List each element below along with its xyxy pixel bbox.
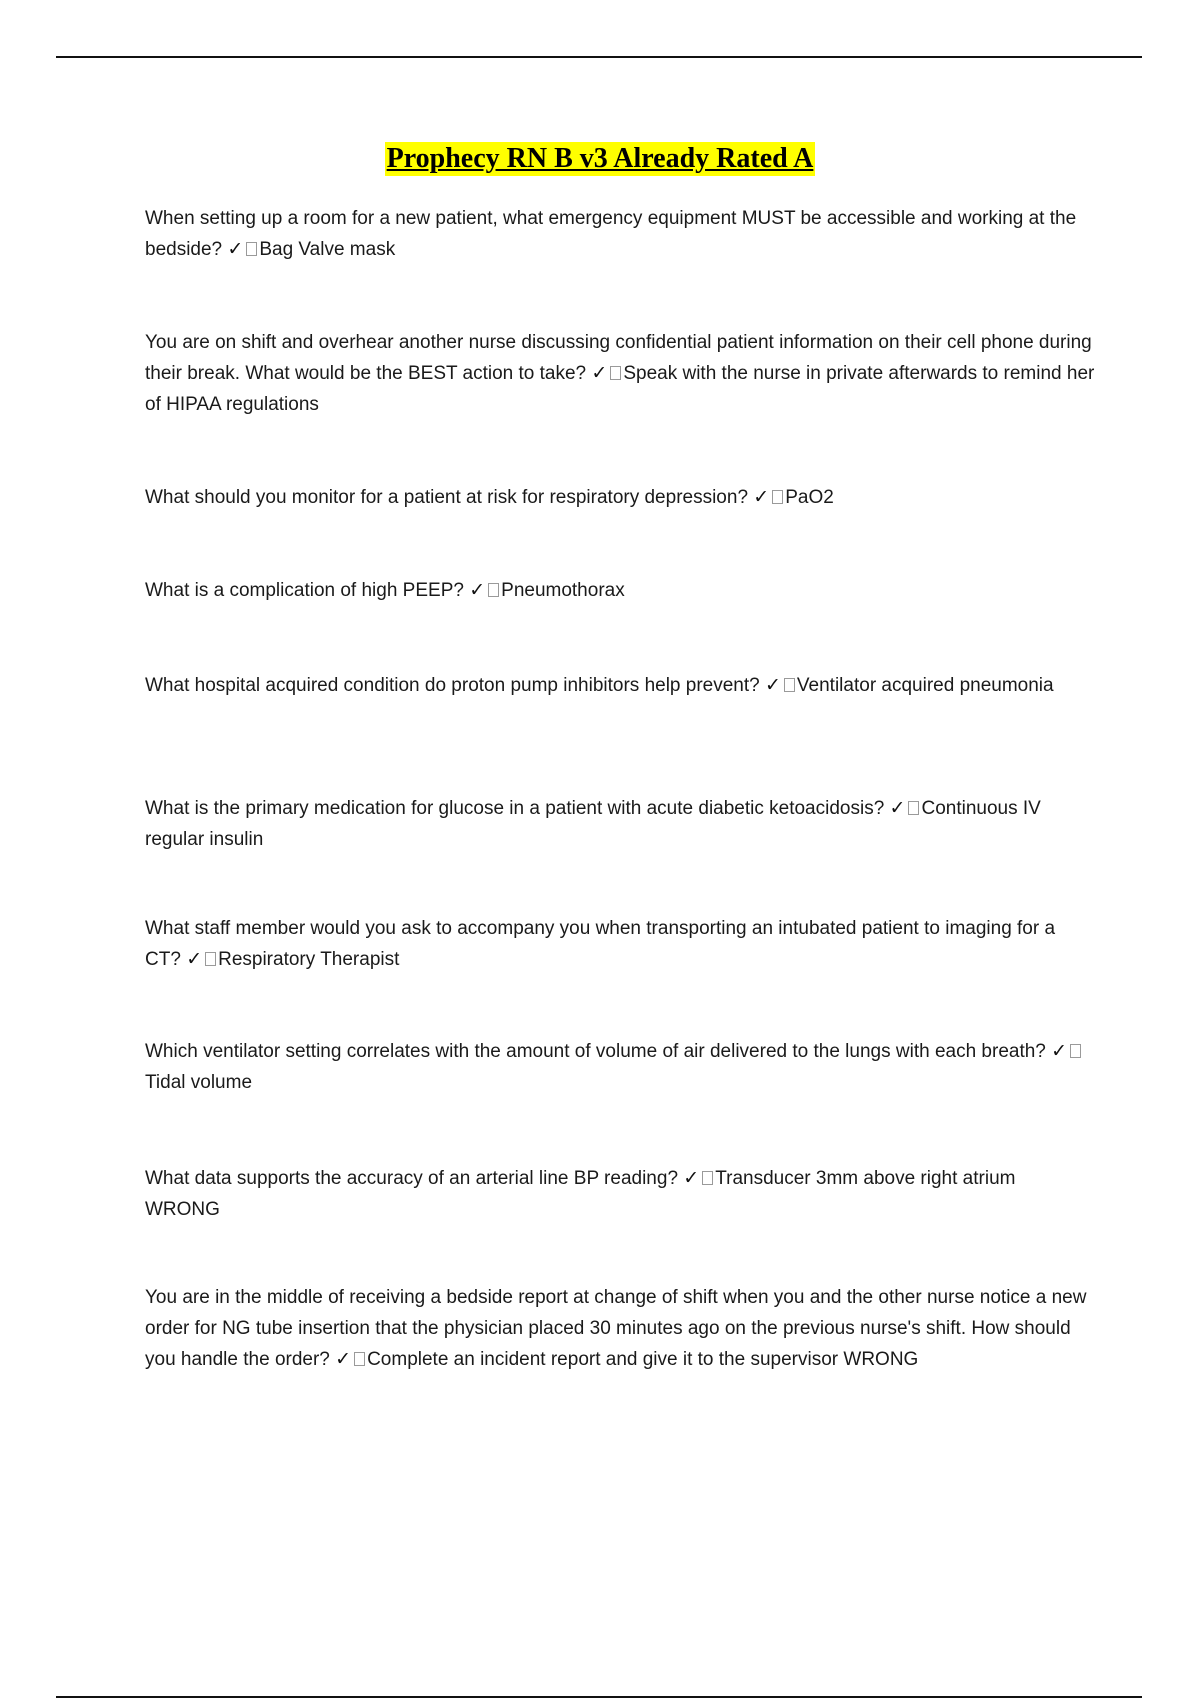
answer-text: PaO2	[785, 487, 834, 508]
checkbox-glyph-icon	[784, 678, 795, 692]
question-text: What data supports the accuracy of an arterial line BP reading?	[145, 1168, 679, 1189]
footer-rule	[56, 1696, 1142, 1698]
answer-text: Transducer 3mm above right atrium WRONG	[145, 1168, 1016, 1220]
check-mark-icon: ✓	[753, 487, 770, 508]
check-mark-icon: ✓	[889, 798, 906, 819]
answer-text: Speak with the nurse in private afterwards to remind her of HIPAA regulations	[145, 363, 1095, 415]
check-mark-icon: ✓	[335, 1349, 352, 1370]
qa-item	[145, 575, 1095, 606]
checkbox-glyph-icon	[1070, 1044, 1081, 1058]
qa-item	[145, 327, 1095, 420]
header-rule	[56, 56, 1142, 58]
checkbox-glyph-icon	[246, 242, 257, 256]
qa-item	[145, 793, 1095, 855]
question-text: When setting up a room for a new patient, what emergency equipment MUST be accessible and working at the bedside?	[145, 208, 1077, 260]
answer-text: Continuous IV regular insulin	[145, 798, 1041, 850]
check-mark-icon: ✓	[186, 949, 203, 970]
answer-text: Ventilator acquired pneumonia	[796, 675, 1054, 696]
question-text: You are on shift and overhear another nurse discussing confidential patient information on their cell phone during their break. What would be the BEST action to take?	[145, 332, 1092, 384]
qa-item	[145, 1282, 1095, 1375]
checkbox-glyph-icon	[488, 583, 499, 597]
qa-item	[145, 913, 1095, 975]
checkbox-glyph-icon	[908, 801, 919, 815]
answer-text: Pneumothorax	[501, 580, 625, 601]
check-mark-icon: ✓	[765, 675, 781, 696]
checkbox-glyph-icon	[772, 490, 783, 504]
checkbox-glyph-icon	[205, 952, 216, 966]
checkbox-glyph-icon	[610, 366, 621, 380]
qa-item	[145, 670, 1095, 701]
question-text: What staff member would you ask to accompany you when transporting an intubated patient to imaging for a CT?	[145, 918, 1056, 970]
question-text: What hospital acquired condition do proton pump inhibitors help prevent?	[145, 675, 760, 696]
checkbox-glyph-icon	[702, 1171, 713, 1185]
check-mark-icon: ✓	[591, 363, 608, 384]
document-title: Prophecy RN B v3 Already Rated A	[386, 143, 814, 174]
check-mark-icon: ✓	[227, 239, 244, 260]
qa-item	[145, 1036, 1095, 1098]
qa-item	[145, 1163, 1095, 1225]
question-text: What is a complication of high PEEP?	[145, 580, 464, 601]
answer-text: Tidal volume	[145, 1072, 253, 1093]
check-mark-icon: ✓	[1051, 1041, 1068, 1062]
qa-item	[145, 203, 1095, 265]
question-text: What should you monitor for a patient at risk for respiratory depression?	[145, 487, 749, 508]
answer-text: Complete an incident report and give it to the supervisor WRONG	[367, 1349, 919, 1370]
question-text: What is the primary medication for glucose in a patient with acute diabetic ketoacidosis?	[145, 798, 885, 819]
answer-text: Bag Valve mask	[259, 239, 396, 260]
check-mark-icon: ✓	[683, 1168, 700, 1189]
question-text: Which ventilator setting correlates with the amount of volume of air delivered to the lungs with each breath?	[145, 1041, 1046, 1062]
checkbox-glyph-icon	[354, 1352, 365, 1366]
question-text: You are in the middle of receiving a bedside report at change of shift when you and the other nurse notice a new order for NG tube insertion that the physician placed 30 minutes ago on the previous nurse's shift. How should you handle the order?	[145, 1287, 1087, 1370]
title-block	[0, 142, 1200, 176]
check-mark-icon: ✓	[469, 580, 486, 601]
qa-item	[145, 482, 1095, 513]
answer-text: Respiratory Therapist	[218, 949, 400, 970]
